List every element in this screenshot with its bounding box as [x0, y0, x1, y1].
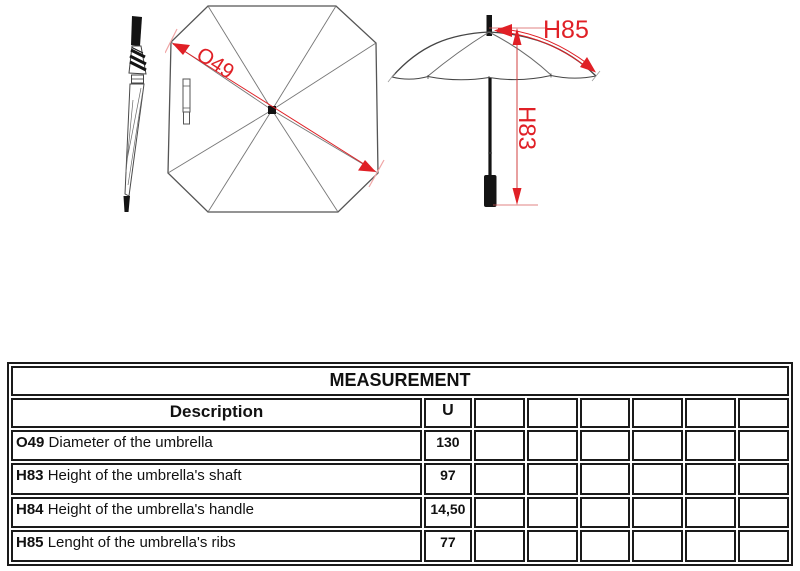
rib-length-dimension	[494, 16, 596, 73]
table-row	[11, 430, 789, 462]
table-row	[11, 530, 789, 562]
measurement-table	[7, 362, 793, 566]
closed-umbrella-drawing	[105, 0, 165, 225]
measure-description: Height of the umbrella's handle	[43, 500, 255, 518]
unit-column-header: U	[424, 398, 472, 427]
umbrella-tip	[124, 196, 131, 212]
measure-code: H83	[16, 467, 44, 485]
measure-value: 14,50	[424, 497, 472, 529]
description-column-header: Description	[11, 398, 422, 427]
umbrella-handle-top	[131, 16, 142, 46]
table-header-row	[11, 398, 789, 427]
measure-value: 97	[424, 463, 472, 495]
shaft-height-dimension	[489, 28, 547, 205]
umbrella-top-view-drawing	[165, 0, 385, 225]
umbrella-side-view-drawing	[385, 5, 645, 215]
diameter-dimension	[165, 29, 384, 187]
table-row	[11, 497, 789, 529]
measure-code: H85	[16, 534, 44, 552]
handle	[484, 175, 497, 207]
measure-description: Diameter of the umbrella	[44, 433, 213, 451]
shaft-height-label: H83	[513, 106, 540, 151]
measure-code: H84	[16, 500, 44, 518]
measure-code: O49	[16, 433, 45, 451]
measure-value: 130	[424, 430, 472, 462]
table-title: MEASUREMENT	[11, 366, 789, 396]
closure-strap	[183, 79, 190, 124]
measure-description: Lenght of the umbrella's ribs	[43, 534, 236, 552]
center-hub	[268, 106, 276, 114]
measure-value: 77	[424, 530, 472, 562]
measure-description: Height of the umbrella's shaft	[43, 467, 242, 485]
rib-length-label: H85	[543, 16, 589, 44]
canopy-hem	[392, 76, 596, 80]
table-row	[11, 463, 789, 495]
diameter-label: O49	[192, 42, 239, 84]
